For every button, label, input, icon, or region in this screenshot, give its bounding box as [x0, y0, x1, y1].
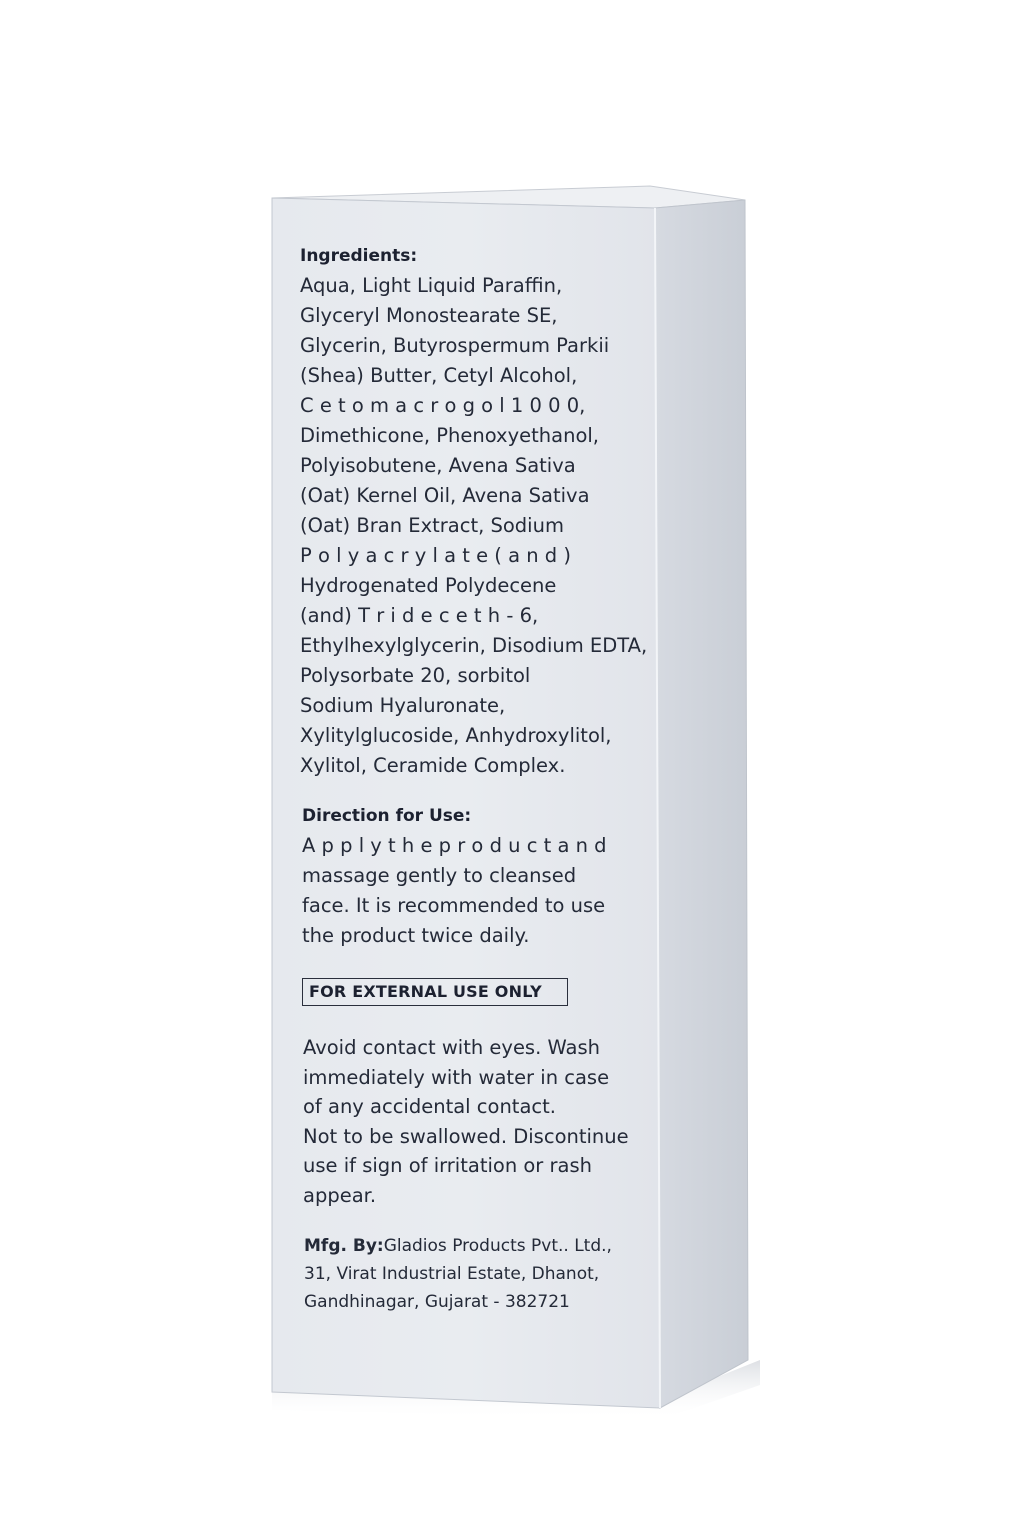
ingredients-heading: Ingredients:	[300, 246, 418, 266]
mfg-company: Gladios Products Pvt.. Ltd.,	[383, 1236, 612, 1256]
mfg-address-line2: Gandhinagar, Gujarat - 382721	[304, 1292, 570, 1312]
warning-line: Not to be swallowed. Discontinue	[303, 1124, 629, 1148]
ingredient-line: Xylitylglucoside, Anhydroxylitol,	[300, 724, 612, 747]
ingredient-line: Aqua, Light Liquid Paraffin,	[300, 274, 563, 297]
warning-line: Avoid contact with eyes. Wash	[303, 1036, 600, 1059]
ingredient-line: P o l y a c r y l a t e ( a n d )	[300, 544, 571, 567]
ingredient-line: C e t o m a c r o g o l 1 0 0 0,	[300, 394, 586, 417]
ingredient-line: Ethylhexylglycerin, Disodium EDTA,	[300, 634, 648, 657]
direction-line: A p p l y t h e p r o d u c t a n d	[302, 834, 607, 857]
ingredient-line: Hydrogenated Polydecene	[300, 574, 557, 597]
direction-line: the product twice daily.	[302, 924, 530, 947]
ingredient-line: (Shea) Butter, Cetyl Alcohol,	[300, 364, 578, 387]
ingredient-line: Glycerin, Butyrospermum Parkii	[300, 334, 610, 357]
ingredient-line: Polysorbate 20, sorbitol	[300, 664, 531, 687]
ingredient-line: Glyceryl Monostearate SE,	[300, 304, 558, 327]
directions-heading: Direction for Use:	[302, 806, 472, 826]
warning-line: appear.	[303, 1183, 377, 1207]
carton-side-face	[655, 200, 748, 1408]
external-use-text: FOR EXTERNAL USE ONLY	[309, 982, 542, 1001]
ingredient-line: (and) T r i d e c e t h - 6,	[300, 604, 539, 627]
warning-line: immediately with water in case	[303, 1065, 610, 1089]
ingredient-line: Polyisobutene, Avena Sativa	[300, 454, 576, 477]
ingredient-line: Sodium Hyaluronate,	[300, 694, 506, 717]
direction-line: massage gently to cleansed	[302, 864, 577, 887]
warning-line: use if sign of irritation or rash	[303, 1154, 593, 1177]
warning-line: of any accidental contact.	[303, 1095, 556, 1118]
ingredient-line: Dimethicone, Phenoxyethanol,	[300, 424, 599, 447]
ingredient-line: Xylitol, Ceramide Complex.	[300, 754, 566, 777]
mfg-address-line1: 31, Virat Industrial Estate, Dhanot,	[304, 1264, 600, 1284]
direction-line: face. It is recommended to use	[302, 894, 606, 917]
mfg-line	[304, 1236, 612, 1256]
ingredient-line: (Oat) Bran Extract, Sodium	[300, 514, 564, 537]
ingredient-line: (Oat) Kernel Oil, Avena Sativa	[300, 484, 590, 507]
mfg-label: Mfg. By:	[304, 1236, 384, 1256]
